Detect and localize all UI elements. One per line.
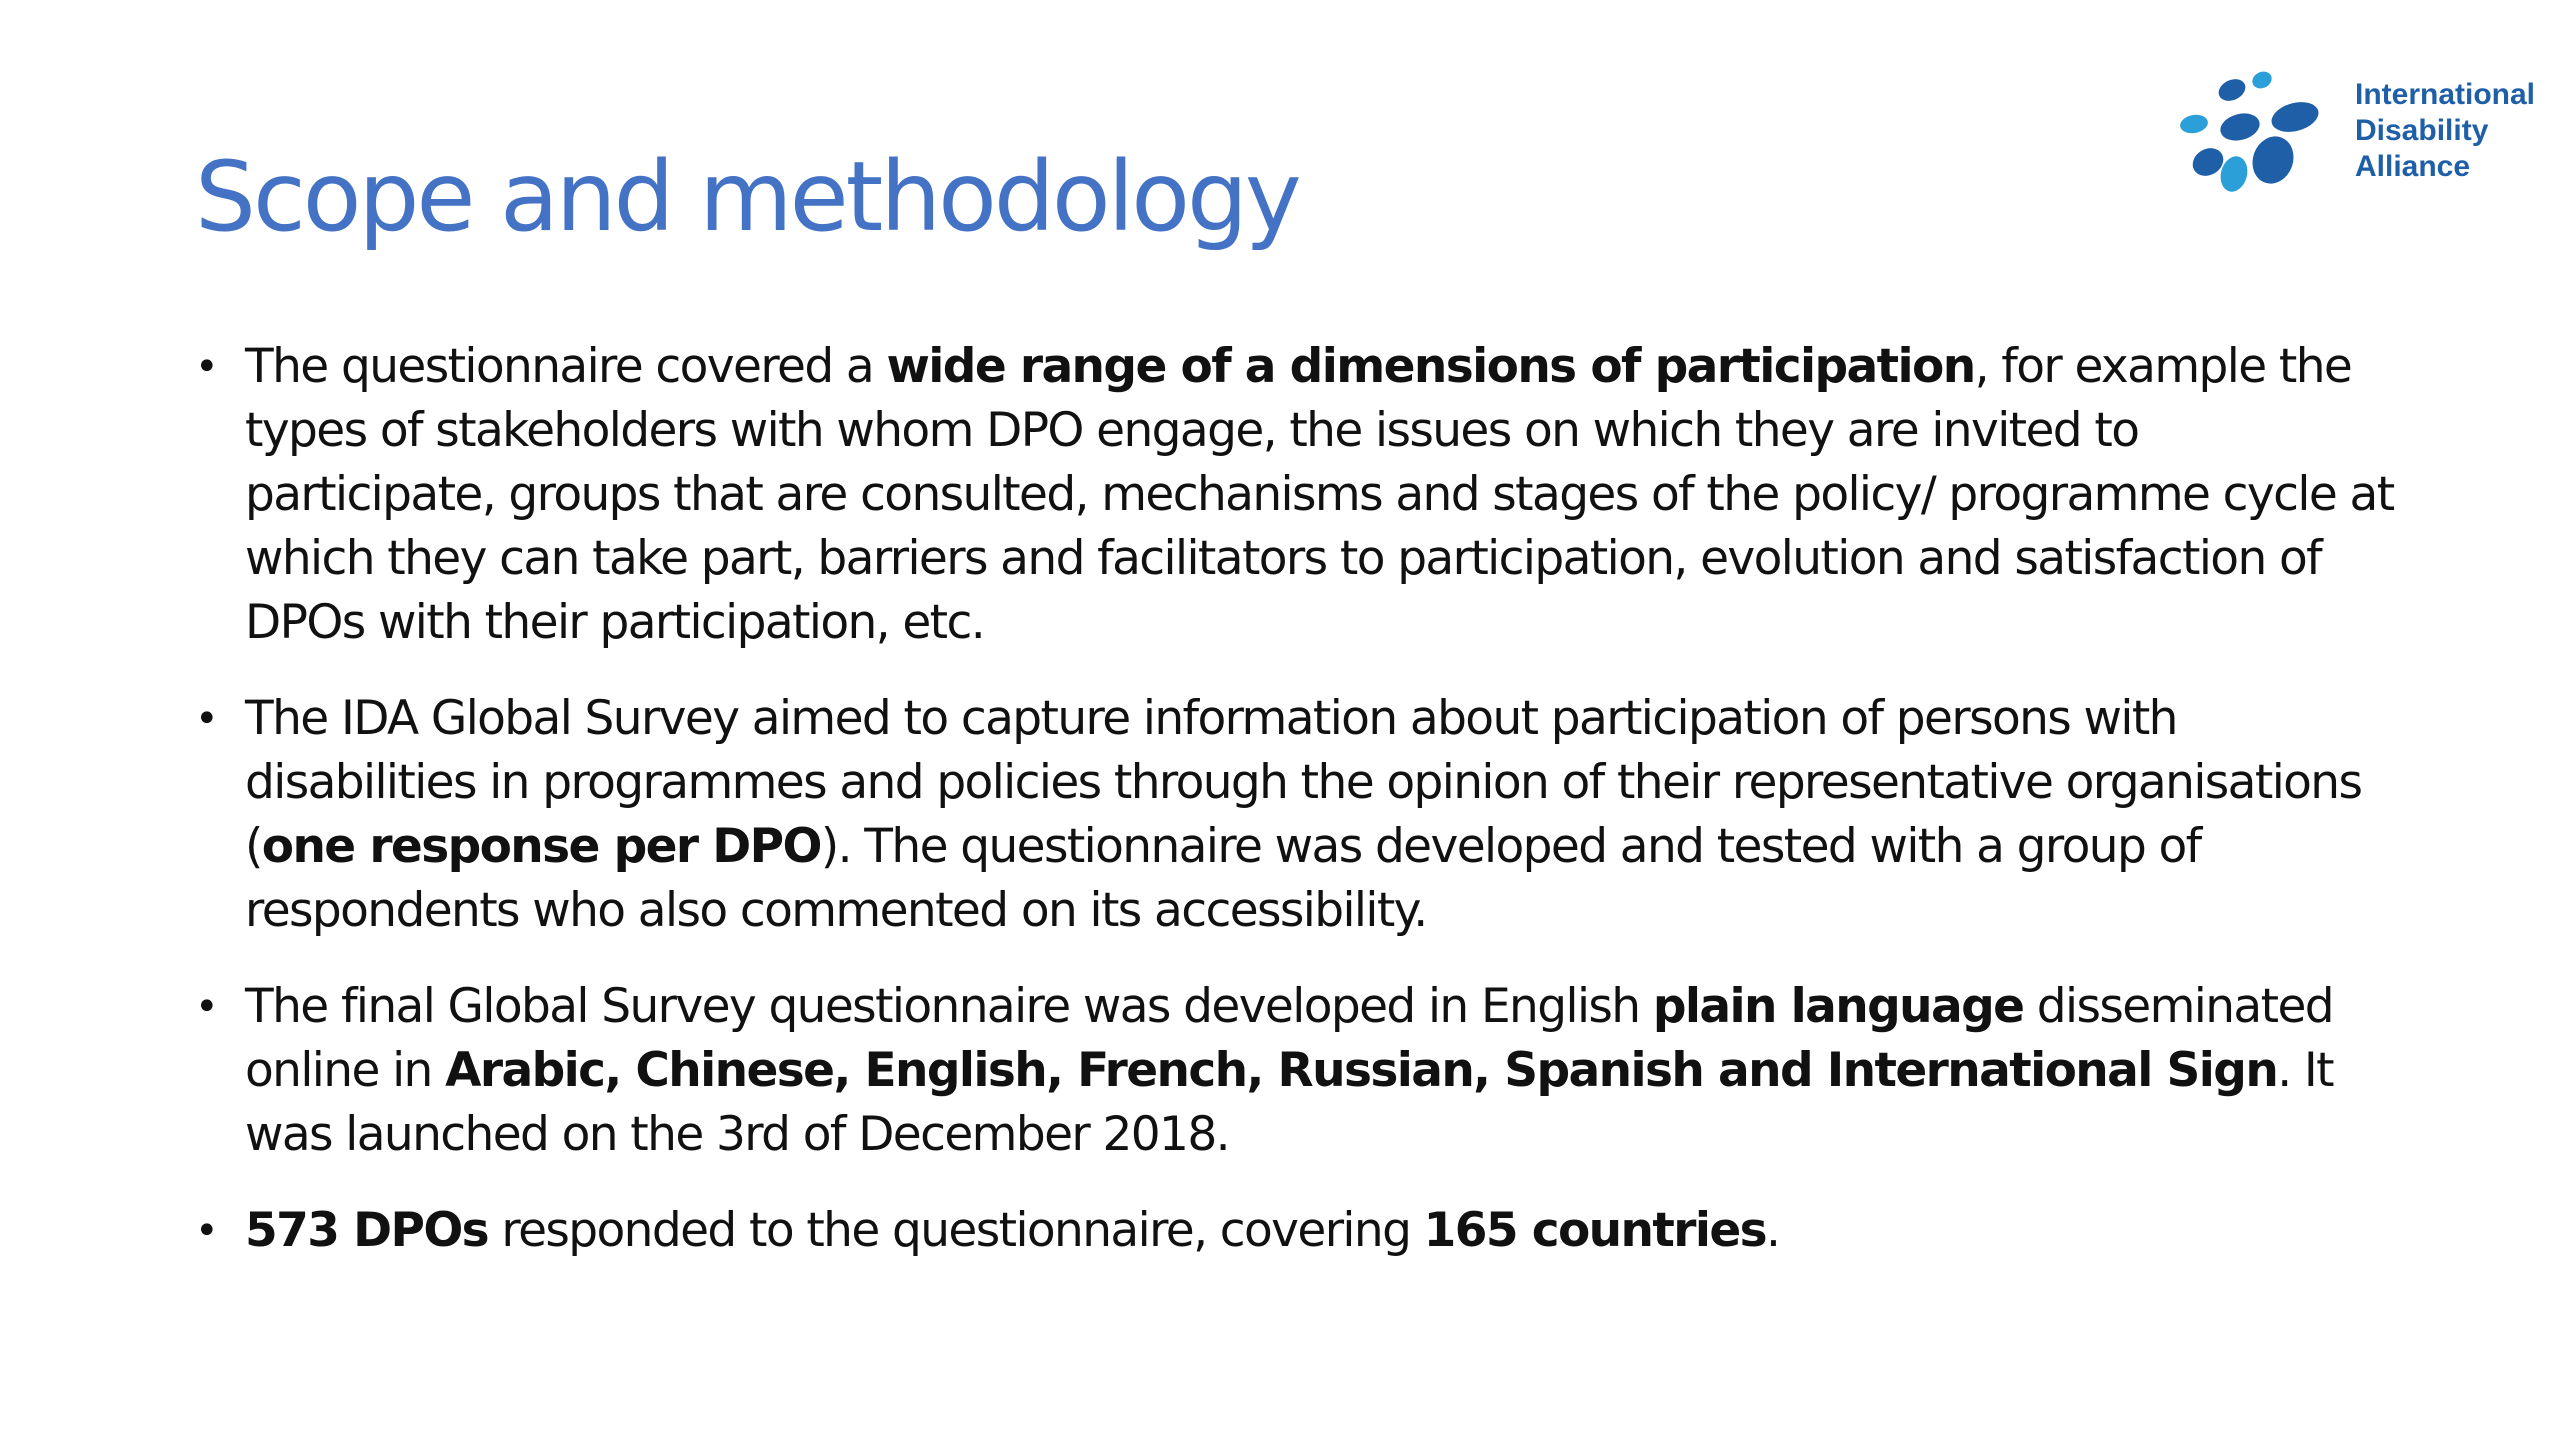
bullet-text-bold: wide range of a dimensions of participation <box>886 339 1975 394</box>
bullet-point-icon: • <box>195 984 217 1030</box>
bullet-text-run: . It was launched on the 3rd of December 2018. <box>245 1043 2333 1162</box>
bullet-item <box>195 1199 2395 1263</box>
bullet-text-run: ). The questionnaire was developed and tested with a group of respondents who also commented on its accessibility. <box>245 819 2201 938</box>
logo-text-line: International <box>2355 78 2536 111</box>
bullet-text-run: disseminated online in <box>245 979 2333 1098</box>
logo-text-line: Disability <box>2355 114 2489 147</box>
logo-dot <box>2250 69 2275 92</box>
bullet-point-icon: • <box>195 1208 217 1254</box>
bullet-list <box>195 335 2395 1263</box>
bullet-item <box>195 687 2395 943</box>
bullet-text-run: The questionnaire covered a <box>245 339 887 394</box>
bullet-text-run: The final Global Survey questionnaire was developed in English <box>245 979 1653 1034</box>
bullet-text-run: , for example the types of stakeholders with whom DPO engage, the issues on which they are invited to participate, groups that are consulted, mechanisms and stages of the policy/ programme cycle at which they can take part, barriers and facilitators to participation, evolution and satisfaction of DPOs with their participation, etc. <box>245 339 2394 650</box>
slide-title: Scope and methodology <box>195 141 1299 253</box>
ida-logo-mark-icon <box>2170 62 2345 207</box>
bullet-text-run: The IDA Global Survey aimed to capture information about participation of persons with disabilities in programmes and policies through the opinion of their representative organisations ( <box>245 691 2362 874</box>
logo-dot <box>2215 75 2249 105</box>
logo-dot <box>2179 113 2210 136</box>
logo-text-line: Alliance <box>2355 150 2471 183</box>
ida-logo-text <box>2355 77 2535 185</box>
bullet-text-run: . <box>1766 1203 1780 1258</box>
bullet-text <box>245 979 2333 1162</box>
bullet-text <box>245 339 2394 650</box>
bullet-text <box>245 1203 1779 1258</box>
ida-logo <box>2170 62 2560 212</box>
logo-dot <box>2217 109 2262 144</box>
logo-dot <box>2246 131 2300 190</box>
bullet-text-bold: plain language <box>1652 979 2024 1034</box>
bullet-item <box>195 975 2395 1167</box>
bullet-text <box>245 691 2361 938</box>
bullet-text-run: responded to the questionnaire, covering <box>488 1203 1424 1258</box>
bullet-point-icon: • <box>195 344 217 390</box>
logo-dot <box>2268 97 2322 136</box>
bullet-point-icon: • <box>195 696 217 742</box>
bullet-text-bold: one response per DPO <box>261 819 821 874</box>
bullet-text-bold: 165 countries <box>1423 1203 1767 1258</box>
slide-body <box>195 335 2395 1295</box>
bullet-text-bold: Arabic, Chinese, English, French, Russian, Spanish and International Sign <box>445 1043 2278 1098</box>
bullet-text-bold: 573 DPOs <box>245 1203 489 1258</box>
bullet-item <box>195 335 2395 655</box>
